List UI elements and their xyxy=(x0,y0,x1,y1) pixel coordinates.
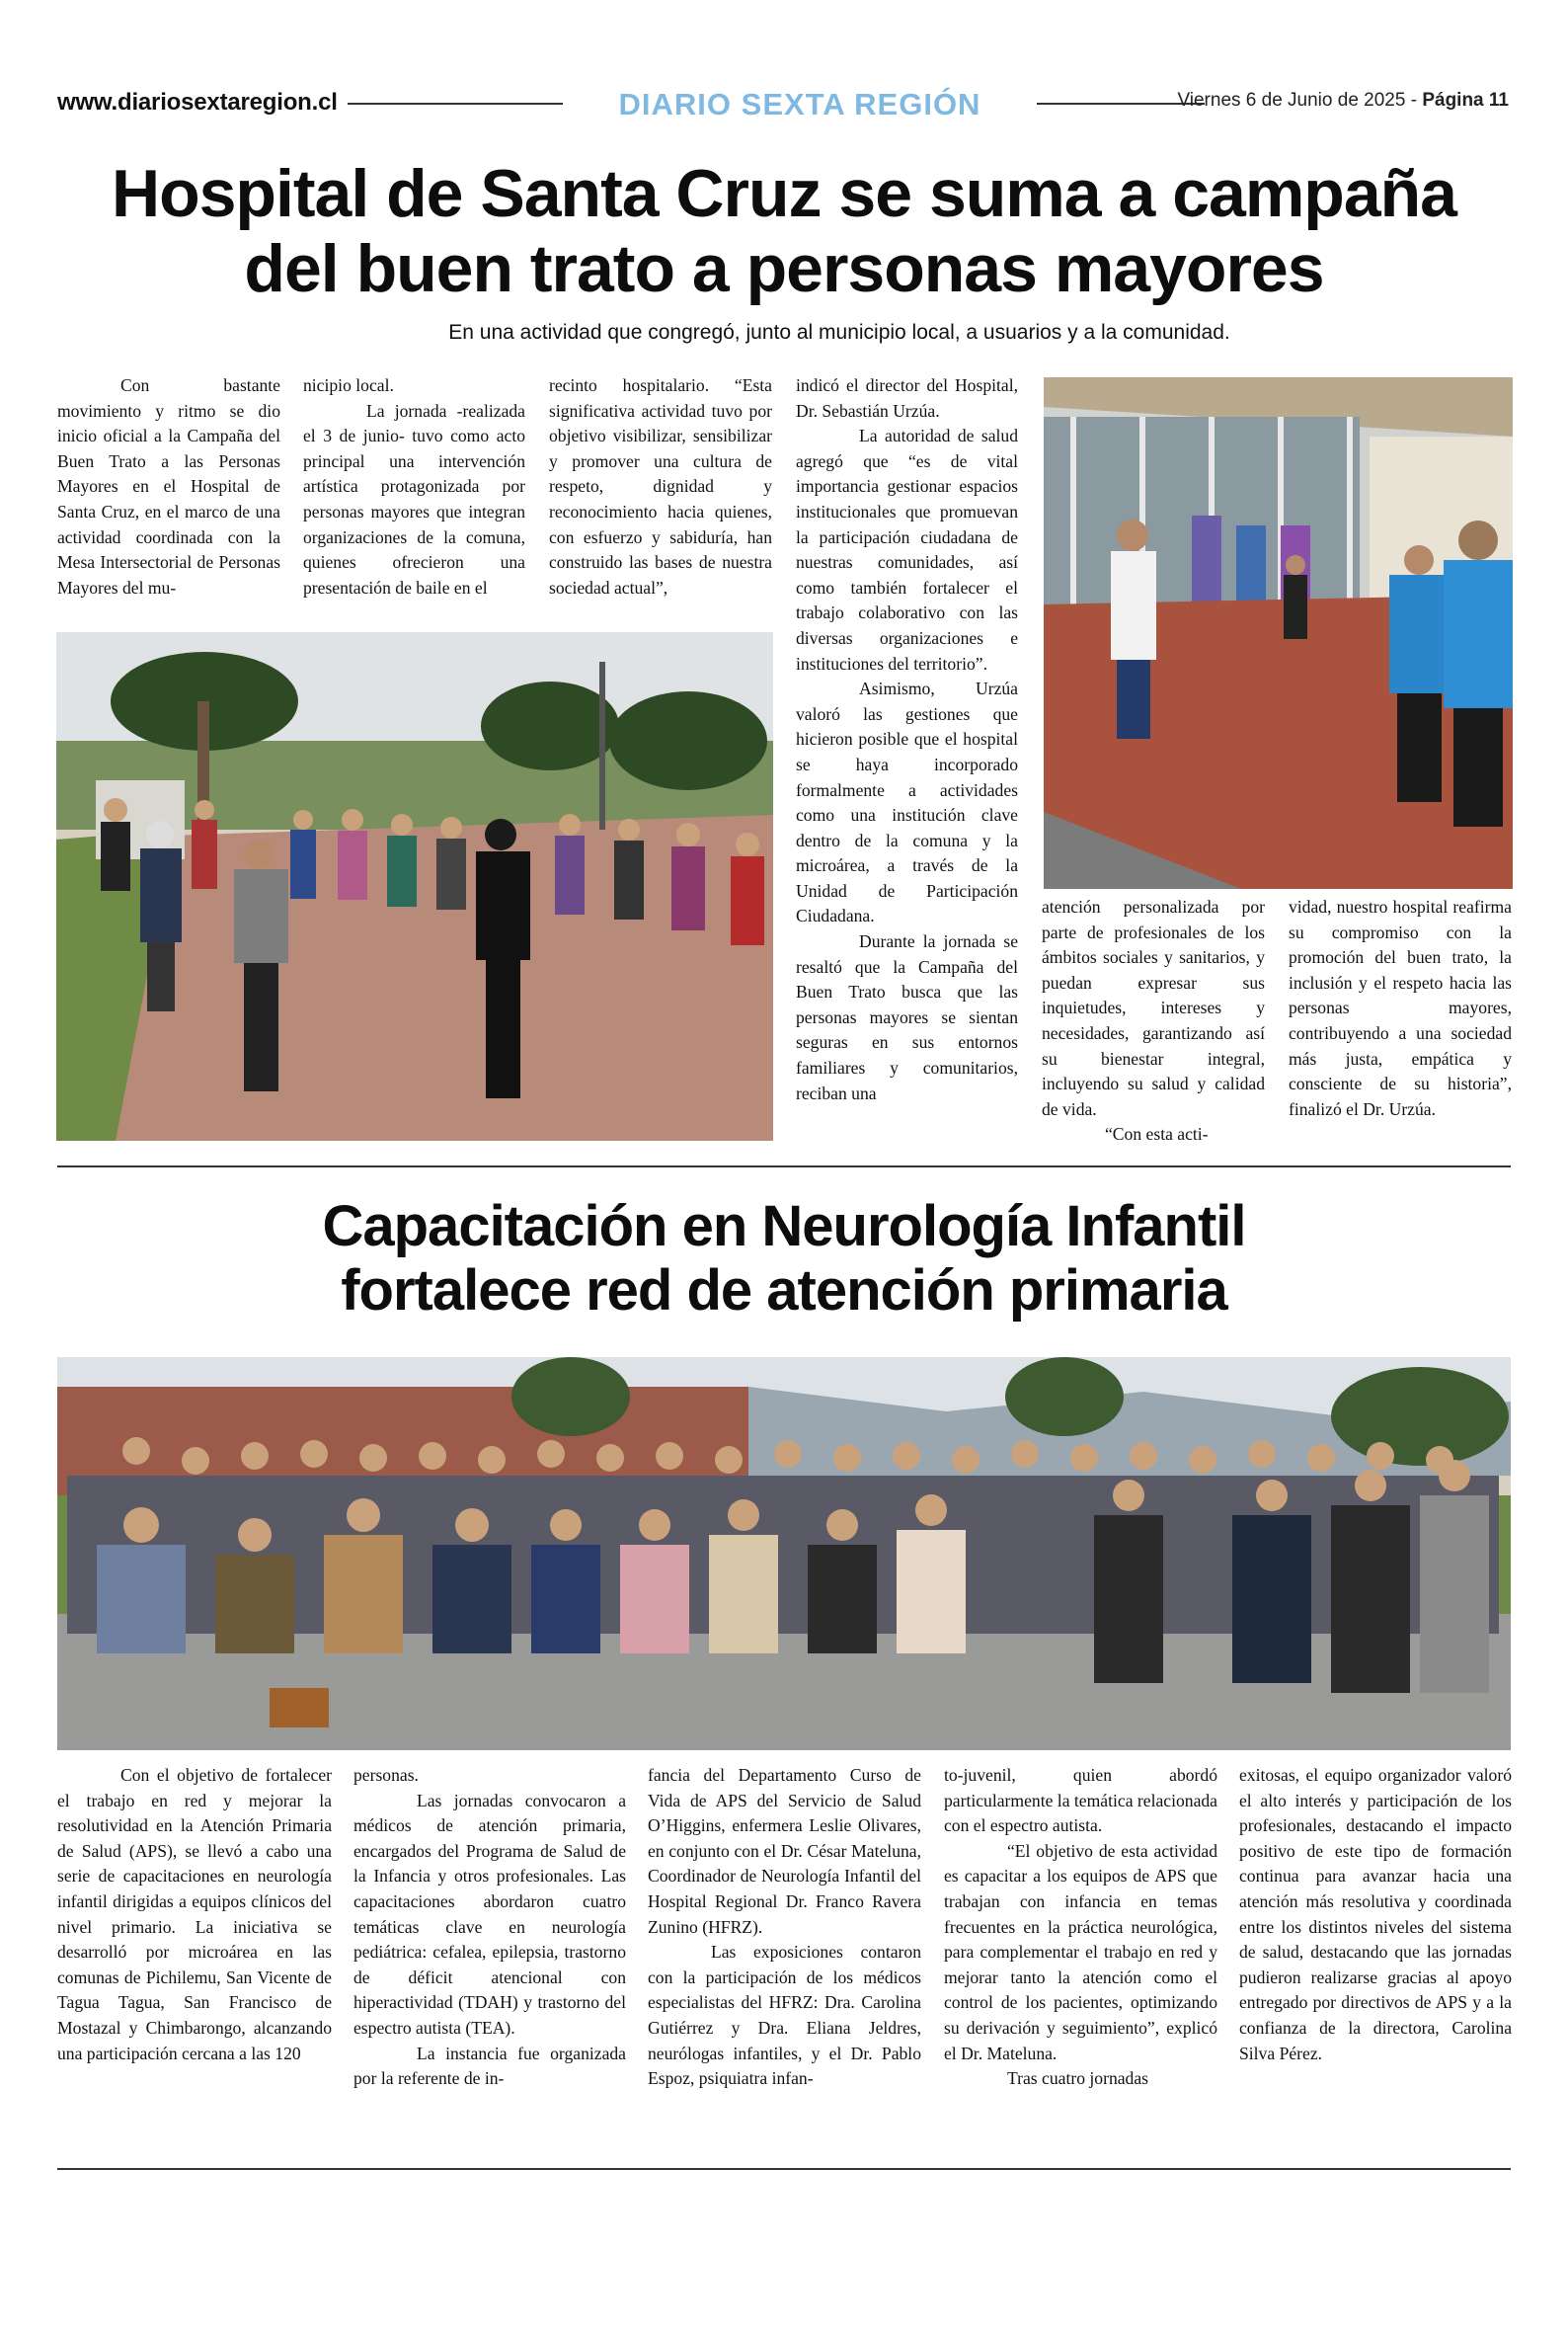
website-url[interactable]: www.diariosextaregion.cl xyxy=(57,89,338,116)
article1-col4-text-a: indicó el director del Hospital, Dr. Sebastián Urzúa. xyxy=(796,375,1018,421)
article2-col2-text-c: La instancia fue organizada por la referente de in- xyxy=(353,2043,626,2089)
article1-col6-text: vidad, nuestro hospital reafirma su compromiso con la promoción del buen trato, la inclusión y el respeto hacia las personas mayores, contribuyendo a una sociedad más justa, empática y consciente de su historia”, finalizó el Dr. Urzúa. xyxy=(1289,897,1512,1119)
dance-scene xyxy=(56,632,773,1141)
article2-col4-text-a: to-juvenil, quien abordó particularmente la temática relacionada con el espectro autista. xyxy=(944,1765,1217,1836)
newspaper-name: DIARIO SEXTA REGIÓN xyxy=(618,87,981,121)
article1-column-5 xyxy=(1042,895,1265,1148)
article1-subtitle: En una actividad que congregó, junto al municipio local, a usuarios y a la comunidad. xyxy=(448,321,1230,344)
article1-col5-text-a: atención personalizada por parte de profesionales de los ámbitos sociales y sanitarios, y puedan expresar sus inquietudes, intereses y necesidades, garantizando así su bienestar integral, incluyendo su salud y calidad de vida. xyxy=(1042,897,1265,1119)
article2-column-5 xyxy=(1239,1763,1512,2066)
article2-headline xyxy=(39,1195,1529,1324)
bottom-divider xyxy=(57,2168,1511,2170)
article1-col2-text-a: nicipio local. xyxy=(303,375,394,395)
article1-column-1 xyxy=(57,373,280,601)
article2-col3-text-b: Las exposiciones contaron con la participación de los médicos especialistas del HFRZ: Dra. Carolina Gutiérrez y Dra. Eliana Jeldres, neurólogas infantiles, y el Dr. Pablo Espoz, psiquiatra infan- xyxy=(648,1942,921,2089)
article2-photo-group xyxy=(57,1357,1511,1750)
article1-photo-director xyxy=(1044,377,1513,889)
date-text: Viernes 6 de Junio de 2025 - xyxy=(1177,90,1418,111)
article2-col1-text: Con el objetivo de fortalecer el trabajo en red y mejorar la resolutividad en la Atención Primaria de Salud (APS), se llevó a cabo una serie de capacitaciones en neurología infantil dirigidas a equipos clínicos del nivel primario. La iniciativa se desarrolló por microárea en las comunas de Pichilemu, San Vicente de Tagua Tagua, San Francisco de Mostazal y Chimbarongo, alcanzando una participación cercana a las 120 xyxy=(57,1765,332,2063)
article2-col5-text: exitosas, el equipo organizador valoró el alto interés y participación de los profesionales, destacando el impacto positivo de este tipo de formación continua para avanzar hacia una atención más resolutiva y coordinada entre los distintos niveles del sistema de salud, destacando que las jornadas pudieron realizarse gracias al apoyo entregado por directivos de APS y a la confianza de la directora, Carolina Silva Pérez. xyxy=(1239,1765,1512,2063)
issue-date xyxy=(1177,90,1509,112)
article1-photo-dance xyxy=(56,632,773,1141)
article2-col2-text-b: Las jornadas convocaron a médicos de atención primaria, encargados del Programa de Salud de la Infancia y otros profesionales. Las capacitaciones abordaron cuatro temáticas clave en neurología pediátrica: cefalea, epilepsia, trastorno de déficit atencional con hiperactividad (TDAH) y trastorno del espectro autista (TEA). xyxy=(353,1790,626,2038)
article1-col4-text-d: Durante la jornada se resaltó que la Campaña del Buen Trato busca que las personas mayores se sientan seguras en sus entornos familiares y comunitarios, reciban una xyxy=(796,931,1018,1103)
article1-column-3 xyxy=(549,373,772,601)
article2-column-4 xyxy=(944,1763,1217,2092)
header-rule-left xyxy=(348,103,563,105)
article1-col3-text: recinto hospitalario. “Esta significativa actividad tuvo por objetivo visibilizar, sensibilizar y promover una cultura de respeto, dignidad y reconocimiento hacia quienes, con esfuerzo y sabiduría, han construido las bases de nuestra sociedad actual”, xyxy=(549,375,772,598)
article1-headline-line2: del buen trato a personas mayores xyxy=(244,231,1324,307)
article1-col2-text-b: La jornada -realizada el 3 de junio- tuvo como acto principal una intervención artística protagonizada por personas mayores que integran organizaciones de la comuna, quienes ofrecieron una presentación de baile en el xyxy=(303,400,525,598)
page-number: Página 11 xyxy=(1422,90,1509,111)
article2-headline-line1: Capacitación en Neurología Infantil xyxy=(322,1194,1246,1258)
article2-col3-text-a: fancia del Departamento Curso de Vida de APS del Servicio de Salud O’Higgins, enfermera Leslie Olivares, en conjunto con el Dr. César Mateluna, Coordinador de Neurología Infantil del Hospital Regional Dr. Franco Ravera Zunino (HFRZ). xyxy=(648,1765,921,1937)
group-scene xyxy=(57,1357,1511,1750)
section-divider xyxy=(57,1165,1511,1167)
article1-column-2 xyxy=(303,373,525,601)
article1-col5-text-b: “Con esta acti- xyxy=(1105,1124,1209,1145)
article1-col4-text-b: La autoridad de salud agregó que “es de vital importancia gestionar espacios institucionales que promuevan la participación ciudadana de nuestras comunidades, así como también fortalecer el trabajo colaborativo con las diversas organizaciones e instituciones del territorio”. xyxy=(796,426,1018,674)
article1-col4-text-c: Asimismo, Urzúa valoró las gestiones que hicieron posible que el hospital se haya incorporado formalmente a actividades como una institución clave dentro de la comuna y la microárea, a través de la Unidad de Participación Ciudadana. xyxy=(796,679,1018,926)
director-scene xyxy=(1044,377,1513,889)
article2-column-3 xyxy=(648,1763,921,2092)
article1-col1-text: Con bastante movimiento y ritmo se dio inicio oficial a la Campaña del Buen Trato a las Personas Mayores en el Hospital de Santa Cruz, en el marco de una actividad coordinada con la Mesa Intersectorial de Personas Mayores del mu- xyxy=(57,375,280,598)
article2-col4-text-c: Tras cuatro jornadas xyxy=(1007,2068,1149,2089)
article2-col2-text-a: personas. xyxy=(353,1765,419,1785)
article2-column-2 xyxy=(353,1763,626,2092)
article1-headline-line1: Hospital de Santa Cruz se suma a campaña xyxy=(111,156,1457,231)
article2-col4-text-b: “El objetivo de esta actividad es capacitar a los equipos de APS que trabajan con infancia en temas frecuentes en la práctica neurológica, para complementar el trabajo en red y mejorar tanto la atención como el control de los pacientes, optimizando su derivación y seguimiento”, explicó el Dr. Mateluna. xyxy=(944,1840,1217,2063)
article1-column-4 xyxy=(796,373,1018,1106)
article1-column-6 xyxy=(1289,895,1512,1122)
article2-column-1 xyxy=(57,1763,332,2066)
article2-headline-line2: fortalece red de atención primaria xyxy=(341,1257,1227,1323)
article1-headline xyxy=(39,156,1529,306)
